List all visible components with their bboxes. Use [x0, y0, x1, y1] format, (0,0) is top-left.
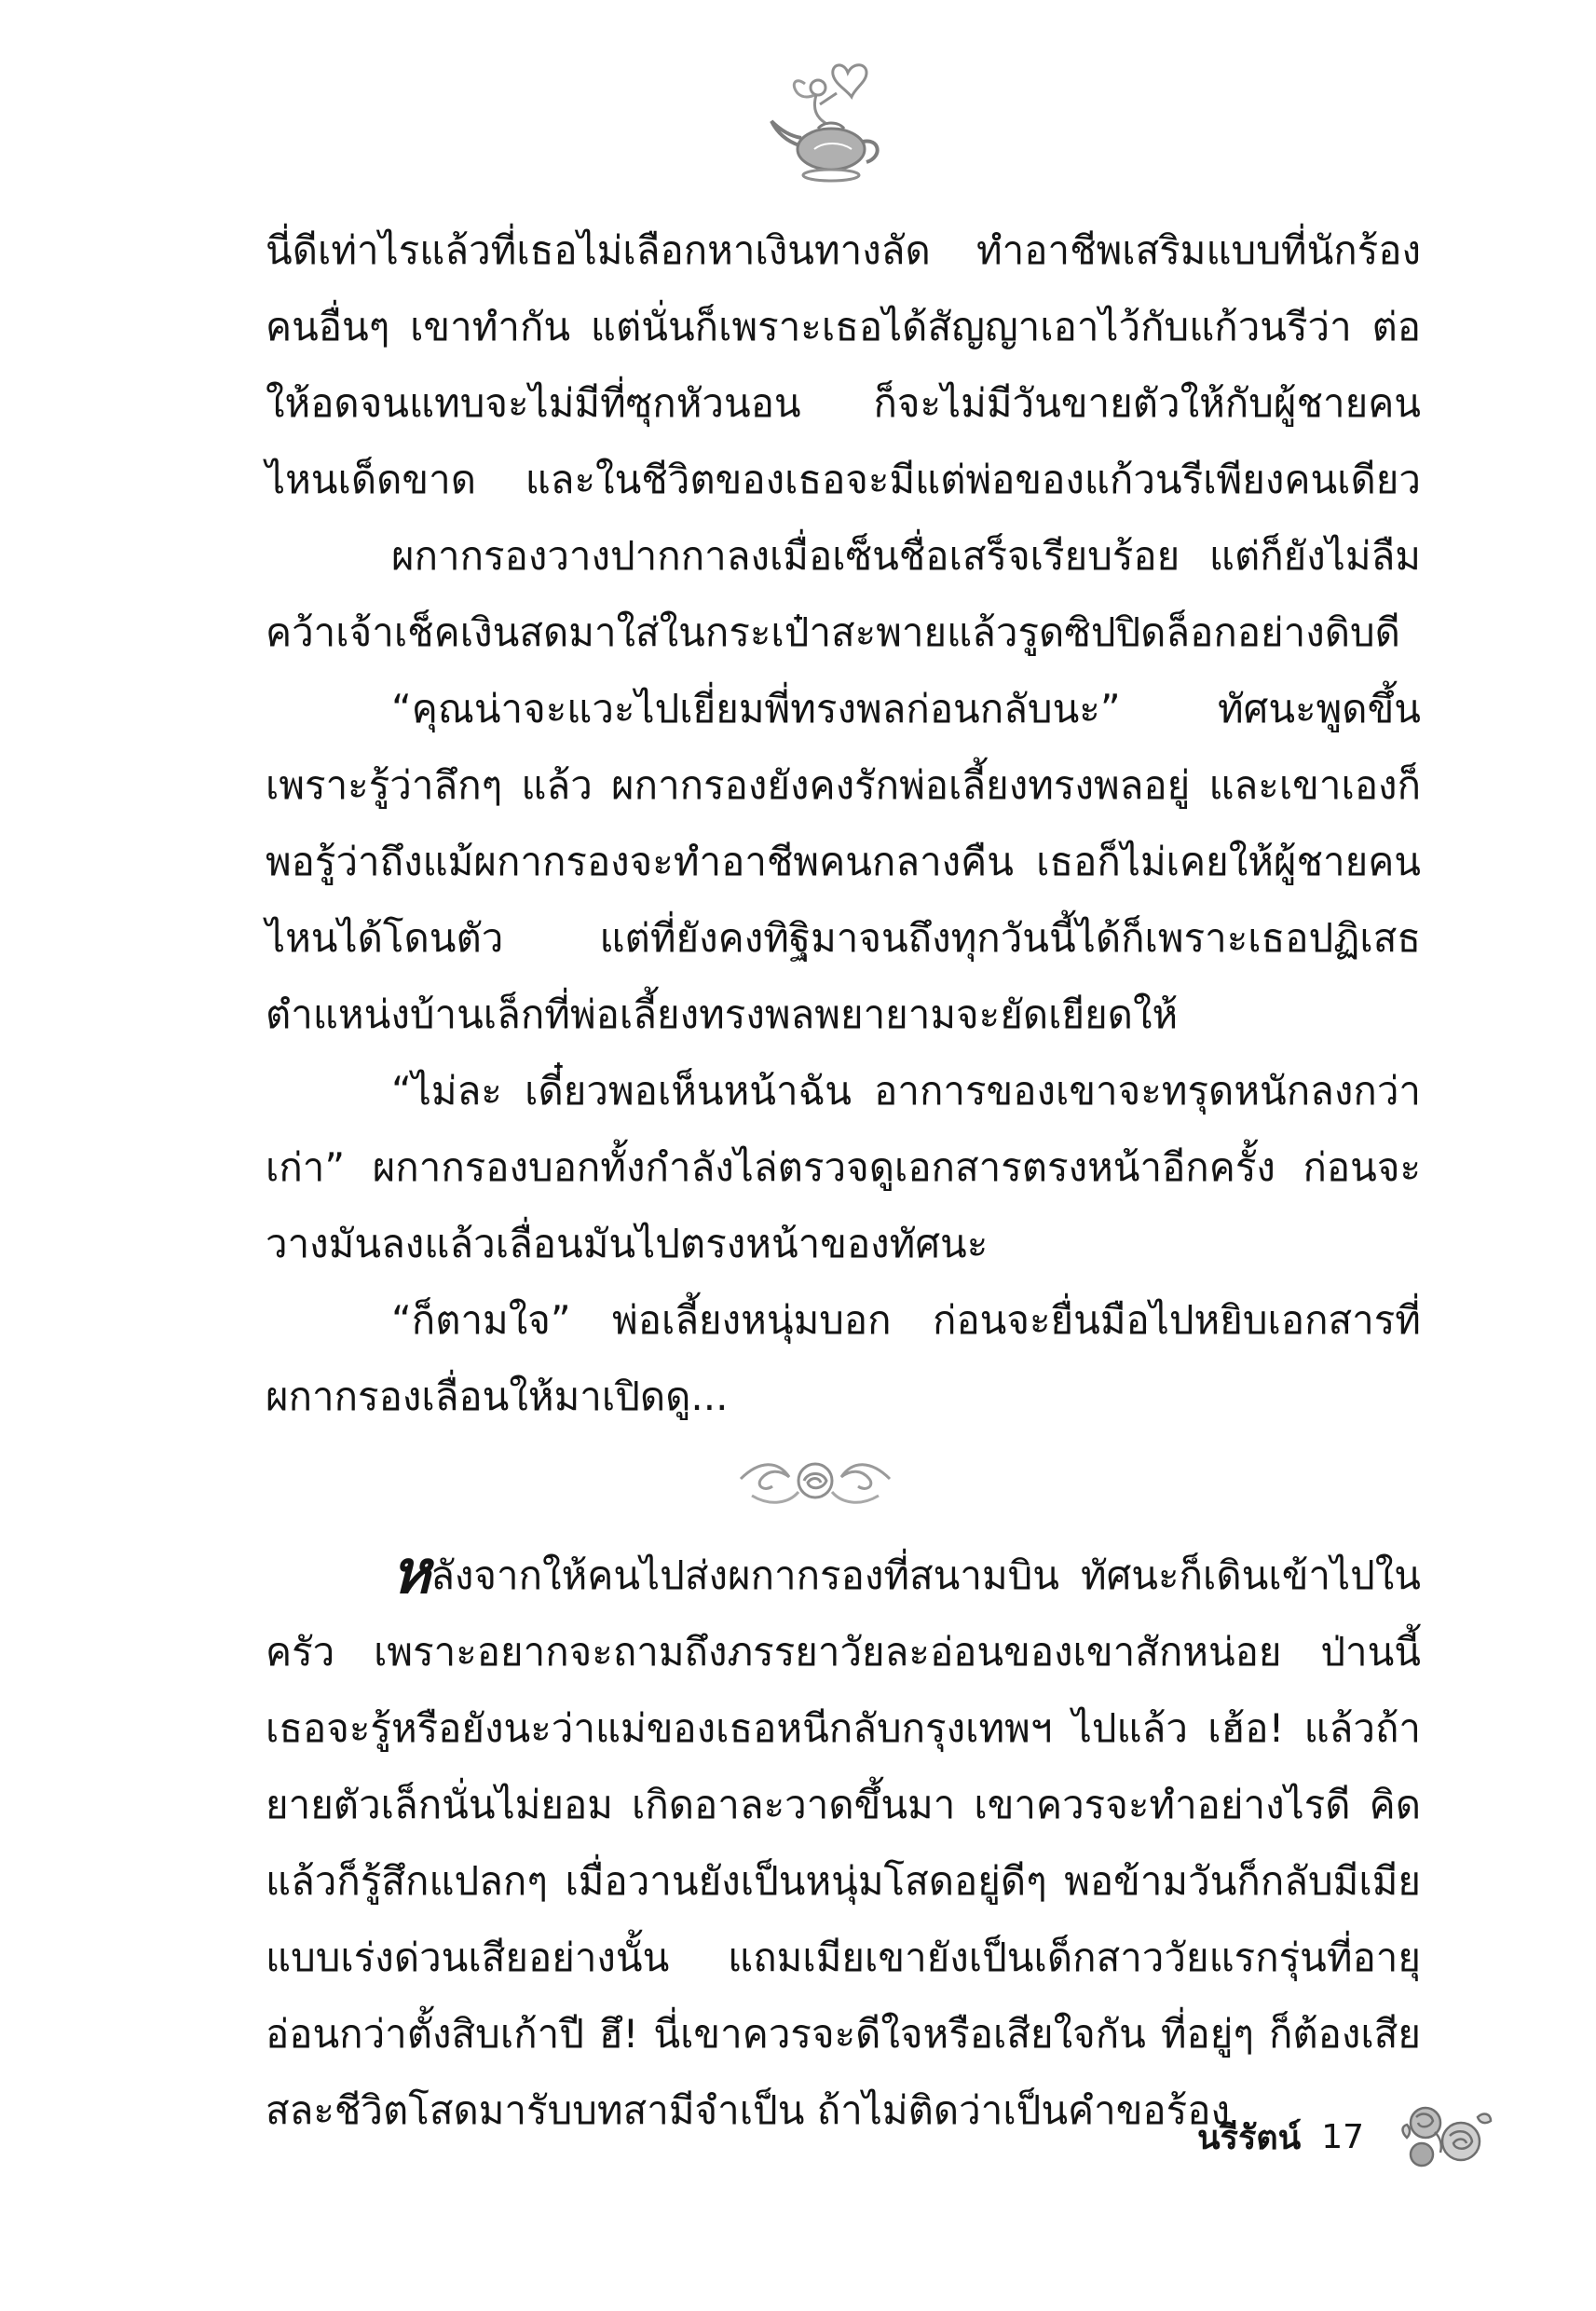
- paragraph-1: นี่ดีเท่าไรแล้วที่เธอไม่เลือกหาเงินทางลัด ทำอาชีพเสริมแบบที่นักร้องคนอื่นๆ เขาทำกัน แต่นั่นก็เพราะเธอได้สัญญาเอาไว้กับแก้วนรีว่า ต่อให้อดจนแทบจะไม่มีที่ซุกหัวนอน ก็จะไม่มีวันขายตัวให้กับผู้ชายคนไหนเด็ดขาด และในชีวิตของเธอจะมีแต่พ่อของแก้วนรีเพียงคนเดียว: [266, 227, 1421, 502]
- paragraph-5: “ก็ตามใจ” พ่อเลี้ยงหนุ่มบอก ก่อนจะยื่นมือไปหยิบเอกสารที่ผกากรองเลื่อนให้มาเปิดดู...: [266, 1297, 1421, 1419]
- page-number: 17: [1321, 2117, 1365, 2156]
- paragraph-6: [266, 1538, 1421, 2149]
- flower-bouquet-icon: [1394, 2095, 1496, 2179]
- paragraph-6-text: ลังจากให้คนไปส่งผกากรองที่สนามบิน ทัศนะก็เดินเข้าไปในครัว เพราะอยากจะถามถึงภรรยาวัยละอ่อนของเขาสักหน่อย ป่านนี้เธอจะรู้หรือยังนะว่าแม่ของเธอหนีกลับกรุงเทพฯ ไปแล้ว เฮ้อ! แล้วถ้ายายตัวเล็กนั่นไม่ยอม เกิดอาละวาดขึ้นมา เขาควรจะทำอย่างไรดี คิดแล้วก็รู้สึกแปลกๆ เมื่อวานยังเป็นหนุ่มโสดอยู่ดีๆ พอข้ามวันก็กลับมีเมียแบบเร่งด่วนเสียอย่างนั้น แถมเมียเขายังเป็นเด็กสาววัยแรกรุ่นที่อายุอ่อนกว่าตั้งสิบเก้าปี ฮึ! นี่เขาควรจะดีใจหรือเสียใจกัน ที่อยู่ๆ ก็ต้องเสียสละชีวิตโสดมารับบทสามีจำเป็น ถ้าไม่ติดว่าเป็นคำขอร้อง: [266, 1552, 1421, 2133]
- paragraph-3: “คุณน่าจะแวะไปเยี่ยมพี่ทรงพลก่อนกลับนะ” ทัศนะพูดขึ้นเพราะรู้ว่าลึกๆ แล้ว ผกากรองยังคงรักพ่อเลี้ยงทรงพลอยู่ และเขาเองก็พอรู้ว่าถึงแม้ผกากรองจะทำอาชีพคนกลางคืน เธอก็ไม่เคยให้ผู้ชายคนไหนได้โดนตัว แต่ที่ยังคงทิฐิมาจนถึงทุกวันนี้ได้ก็เพราะเธอปฏิเสธตำแหน่งบ้านเล็กที่พ่อเลี้ยงทรงพลพยายามจะยัดเยียดให้: [266, 686, 1421, 1037]
- paragraph-4: “ไม่ละ เดี๋ยวพอเห็นหน้าฉัน อาการของเขาจะทรุดหนักลงกว่าเก่า” ผกากรองบอกทั้งกำลังไล่ตรวจดูเอกสารตรงหน้าอีกครั้ง ก่อนจะวางมันลงแล้วเลื่อนมันไปตรงหน้าของทัศนะ: [266, 1068, 1421, 1266]
- body-top: [266, 212, 1421, 1435]
- rose-scroll-divider-icon: [731, 1449, 899, 1514]
- drop-cap: ห: [391, 1538, 431, 1607]
- teapot-cupid-ornament-icon: [762, 56, 893, 196]
- paragraph-2: ผกากรองวางปากกาลงเมื่อเซ็นชื่อเสร็จเรียบร้อย แต่ก็ยังไม่ลืมคว้าเจ้าเช็คเงินสดมาใส่ในกระเป๋าสะพายแล้วรูดซิปปิดล็อกอย่างดิบดี: [266, 533, 1421, 655]
- book-title: นรีรัตน์: [1197, 2118, 1302, 2157]
- body-bottom: [266, 1538, 1421, 2149]
- page-footer: [1197, 2104, 1496, 2169]
